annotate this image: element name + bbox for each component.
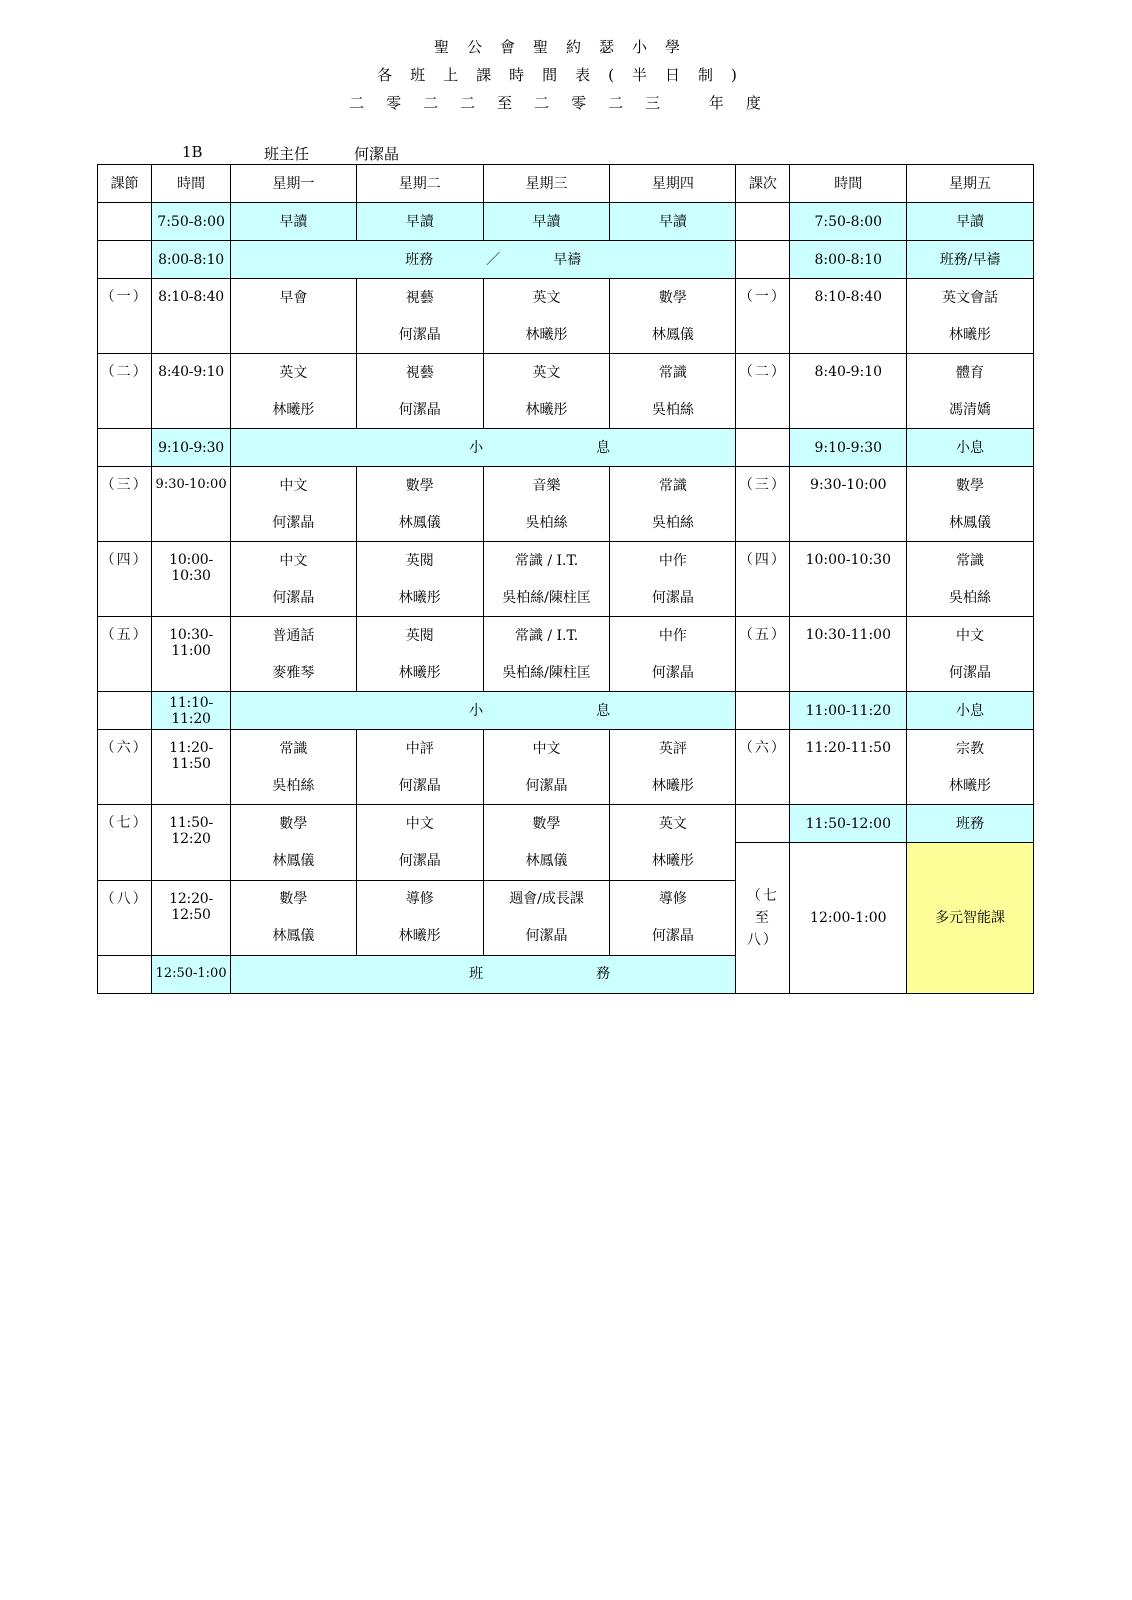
document-header xyxy=(0,36,1132,120)
friday-time-cell: 11:20-11:50 xyxy=(790,730,907,805)
thursday-teacher: 何潔晶 xyxy=(610,918,736,956)
friday-period-line-1: （七 xyxy=(746,887,779,904)
tuesday-teacher: 林曦彤 xyxy=(356,918,483,956)
table-row xyxy=(98,730,1034,768)
period-cell: （三） xyxy=(98,467,152,542)
thursday-teacher: 吳柏絲 xyxy=(610,504,736,542)
wednesday-teacher: 吳柏絲/陳柱匡 xyxy=(483,579,610,617)
friday-teacher: 林曦彤 xyxy=(907,316,1034,354)
thursday-teacher: 林曦彤 xyxy=(610,767,736,805)
span-text-b: 務 xyxy=(596,966,611,982)
thursday-teacher: 何潔晶 xyxy=(610,579,736,617)
monday-teacher xyxy=(230,316,356,354)
monday-subject: 常識 xyxy=(230,730,356,768)
friday-cell: 班務/早禱 xyxy=(907,241,1034,279)
period-cell xyxy=(98,692,152,730)
tuesday-subject: 視藝 xyxy=(356,279,483,317)
time-cell: 7:50-8:00 xyxy=(152,203,231,241)
header-wednesday: 星期三 xyxy=(483,165,610,203)
span-text-a: 小 xyxy=(469,439,484,456)
period-cell xyxy=(98,955,152,993)
span-text-c: 早禱 xyxy=(553,251,582,268)
friday-period-cell: （五） xyxy=(736,617,790,692)
friday-period-cell: （六） xyxy=(736,730,790,805)
friday-period-cell: （三） xyxy=(736,467,790,542)
thursday-subject: 導修 xyxy=(610,880,736,918)
tuesday-teacher: 林曦彤 xyxy=(356,579,483,617)
span-text-a: 班務 xyxy=(405,251,434,268)
time-cell: 12:50-1:00 xyxy=(152,955,231,993)
friday-cell: 早讀 xyxy=(907,203,1034,241)
wednesday-subject: 英文 xyxy=(483,279,610,317)
weekday-span-cell xyxy=(230,955,735,993)
monday-subject: 數學 xyxy=(230,805,356,843)
friday-period-cell xyxy=(736,429,790,467)
monday-subject: 早會 xyxy=(230,279,356,317)
friday-teacher: 林鳳儀 xyxy=(907,504,1034,542)
friday-teacher: 馮清嬌 xyxy=(907,391,1034,429)
wednesday-teacher: 何潔晶 xyxy=(483,918,610,956)
header-tuesday: 星期二 xyxy=(356,165,483,203)
header-monday: 星期一 xyxy=(230,165,356,203)
header-time-friday: 時間 xyxy=(790,165,907,203)
period-cell xyxy=(98,203,152,241)
wednesday-teacher: 何潔晶 xyxy=(483,767,610,805)
header-friday: 星期五 xyxy=(907,165,1034,203)
monday-subject: 中文 xyxy=(230,542,356,580)
timetable xyxy=(97,164,1034,994)
monday-teacher: 林鳳儀 xyxy=(230,918,356,956)
wednesday-subject: 常識 / I.T. xyxy=(483,542,610,580)
friday-time-cell: 11:00-11:20 xyxy=(790,692,907,730)
friday-period-cell xyxy=(736,241,790,279)
friday-subject: 英文會話 xyxy=(907,279,1034,317)
wednesday-teacher: 吳柏絲 xyxy=(483,504,610,542)
monday-subject: 數學 xyxy=(230,880,356,918)
time-cell: 8:00-8:10 xyxy=(152,241,231,279)
time-cell: 11:10-11:20 xyxy=(152,692,231,730)
monday-cell: 早讀 xyxy=(230,203,356,241)
wednesday-subject: 常識 / I.T. xyxy=(483,617,610,655)
period-cell: （四） xyxy=(98,542,152,617)
table-row xyxy=(98,203,1034,241)
thursday-subject: 英評 xyxy=(610,730,736,768)
weekday-span-cell xyxy=(230,241,735,279)
time-cell: 8:10-8:40 xyxy=(152,279,231,354)
timetable-title: 各班上課時間表(半日制) xyxy=(377,66,755,84)
friday-time-cell: 8:00-8:10 xyxy=(790,241,907,279)
tuesday-teacher: 何潔晶 xyxy=(356,767,483,805)
monday-teacher: 吳柏絲 xyxy=(230,767,356,805)
tuesday-teacher: 何潔晶 xyxy=(356,391,483,429)
tuesday-cell: 早讀 xyxy=(356,203,483,241)
table-row xyxy=(98,429,1034,467)
friday-subject: 中文 xyxy=(907,617,1034,655)
wednesday-cell: 早讀 xyxy=(483,203,610,241)
header-period: 課節 xyxy=(98,165,152,203)
time-cell: 11:50-12:20 xyxy=(152,805,231,881)
monday-teacher: 何潔晶 xyxy=(230,579,356,617)
table-row xyxy=(98,354,1034,392)
tuesday-subject: 視藝 xyxy=(356,354,483,392)
friday-time-cell: 8:40-9:10 xyxy=(790,354,907,429)
wednesday-teacher: 林鳳儀 xyxy=(483,843,610,881)
table-row xyxy=(98,467,1034,505)
school-year: 二零二二至二零二三 年度 xyxy=(349,94,783,112)
table-row xyxy=(98,843,1034,881)
time-cell: 10:00-10:30 xyxy=(152,542,231,617)
friday-time-cell: 12:00-1:00 xyxy=(790,843,907,994)
monday-teacher: 麥雅琴 xyxy=(230,654,356,692)
monday-teacher: 何潔晶 xyxy=(230,504,356,542)
friday-teacher: 林曦彤 xyxy=(907,767,1034,805)
school-name: 聖公會聖約瑟小學 xyxy=(433,38,698,56)
friday-subject: 宗教 xyxy=(907,730,1034,768)
friday-cell: 多元智能課 xyxy=(907,843,1034,994)
thursday-subject: 中作 xyxy=(610,617,736,655)
header-period-friday: 課次 xyxy=(736,165,790,203)
head-teacher-name: 何潔晶 xyxy=(354,145,400,163)
thursday-teacher: 林鳳儀 xyxy=(610,316,736,354)
wednesday-subject: 英文 xyxy=(483,354,610,392)
friday-period-cell xyxy=(736,203,790,241)
table-row xyxy=(98,241,1034,279)
tuesday-subject: 英閱 xyxy=(356,542,483,580)
wednesday-subject: 音樂 xyxy=(483,467,610,505)
thursday-subject: 常識 xyxy=(610,354,736,392)
friday-cell: 小息 xyxy=(907,429,1034,467)
friday-subject: 體育 xyxy=(907,354,1034,392)
wednesday-subject: 數學 xyxy=(483,805,610,843)
thursday-subject: 數學 xyxy=(610,279,736,317)
table-row xyxy=(98,279,1034,317)
wednesday-subject: 週會/成長課 xyxy=(483,880,610,918)
tuesday-teacher: 何潔晶 xyxy=(356,843,483,881)
tuesday-teacher: 何潔晶 xyxy=(356,316,483,354)
span-text-a: 小 xyxy=(469,702,484,719)
wednesday-teacher: 吳柏絲/陳柱匡 xyxy=(483,654,610,692)
friday-cell: 小息 xyxy=(907,692,1034,730)
time-cell: 12:20-12:50 xyxy=(152,880,231,955)
friday-time-cell: 10:30-11:00 xyxy=(790,617,907,692)
friday-period-line-2: 至 xyxy=(754,909,771,926)
wednesday-subject: 中文 xyxy=(483,730,610,768)
wednesday-teacher: 林曦彤 xyxy=(483,391,610,429)
monday-subject: 普通話 xyxy=(230,617,356,655)
friday-cell: 班務 xyxy=(907,805,1034,843)
friday-teacher: 何潔晶 xyxy=(907,654,1034,692)
header-thursday: 星期四 xyxy=(610,165,736,203)
friday-subject: 常識 xyxy=(907,542,1034,580)
table-row xyxy=(98,542,1034,580)
friday-period-cell xyxy=(736,692,790,730)
friday-period-cell: （二） xyxy=(736,354,790,429)
span-text-a: 班 xyxy=(469,966,484,982)
friday-period-cell xyxy=(736,805,790,843)
friday-period-line-3: 八） xyxy=(746,931,779,948)
friday-period-cell: （四） xyxy=(736,542,790,617)
thursday-subject: 中作 xyxy=(610,542,736,580)
time-cell: 8:40-9:10 xyxy=(152,354,231,429)
thursday-subject: 英文 xyxy=(610,805,736,843)
period-cell: （一） xyxy=(98,279,152,354)
monday-subject: 英文 xyxy=(230,354,356,392)
period-cell: （七） xyxy=(98,805,152,881)
period-cell xyxy=(98,241,152,279)
period-cell: （八） xyxy=(98,880,152,955)
tuesday-subject: 中文 xyxy=(356,805,483,843)
span-text-b: 息 xyxy=(596,439,611,456)
tuesday-subject: 中評 xyxy=(356,730,483,768)
tuesday-subject: 數學 xyxy=(356,467,483,505)
class-name: 1B xyxy=(182,143,203,161)
span-text-b: 息 xyxy=(596,702,611,719)
table-row xyxy=(98,692,1034,730)
time-cell: 10:30-11:00 xyxy=(152,617,231,692)
thursday-teacher: 吳柏絲 xyxy=(610,391,736,429)
weekday-span-cell xyxy=(230,429,735,467)
table-row xyxy=(98,805,1034,843)
thursday-teacher: 何潔晶 xyxy=(610,654,736,692)
period-cell: （五） xyxy=(98,617,152,692)
header-time: 時間 xyxy=(152,165,231,203)
weekday-span-cell xyxy=(230,692,735,730)
time-cell: 9:10-9:30 xyxy=(152,429,231,467)
time-cell: 11:20-11:50 xyxy=(152,730,231,805)
tuesday-subject: 導修 xyxy=(356,880,483,918)
friday-subject: 數學 xyxy=(907,467,1034,505)
head-teacher-label: 班主任 xyxy=(264,145,310,163)
monday-teacher: 林曦彤 xyxy=(230,391,356,429)
friday-time-cell: 10:00-10:30 xyxy=(790,542,907,617)
thursday-cell: 早讀 xyxy=(610,203,736,241)
tuesday-subject: 英閱 xyxy=(356,617,483,655)
header-row xyxy=(98,165,1034,203)
friday-teacher: 吳柏絲 xyxy=(907,579,1034,617)
period-cell: （二） xyxy=(98,354,152,429)
friday-time-cell: 9:10-9:30 xyxy=(790,429,907,467)
friday-time-cell: 8:10-8:40 xyxy=(790,279,907,354)
monday-subject: 中文 xyxy=(230,467,356,505)
time-cell: 9:30-10:00 xyxy=(152,467,231,542)
table-row xyxy=(98,617,1034,655)
friday-period-cell: （一） xyxy=(736,279,790,354)
wednesday-teacher: 林曦彤 xyxy=(483,316,610,354)
friday-time-cell: 9:30-10:00 xyxy=(790,467,907,542)
friday-time-cell: 7:50-8:00 xyxy=(790,203,907,241)
thursday-teacher: 林曦彤 xyxy=(610,843,736,881)
period-cell: （六） xyxy=(98,730,152,805)
friday-time-cell: 11:50-12:00 xyxy=(790,805,907,843)
monday-teacher: 林鳳儀 xyxy=(230,843,356,881)
tuesday-teacher: 林鳳儀 xyxy=(356,504,483,542)
friday-period-cell xyxy=(736,843,790,994)
span-text-b: ／ xyxy=(486,251,501,268)
thursday-subject: 常識 xyxy=(610,467,736,505)
period-cell xyxy=(98,429,152,467)
tuesday-teacher: 林曦彤 xyxy=(356,654,483,692)
